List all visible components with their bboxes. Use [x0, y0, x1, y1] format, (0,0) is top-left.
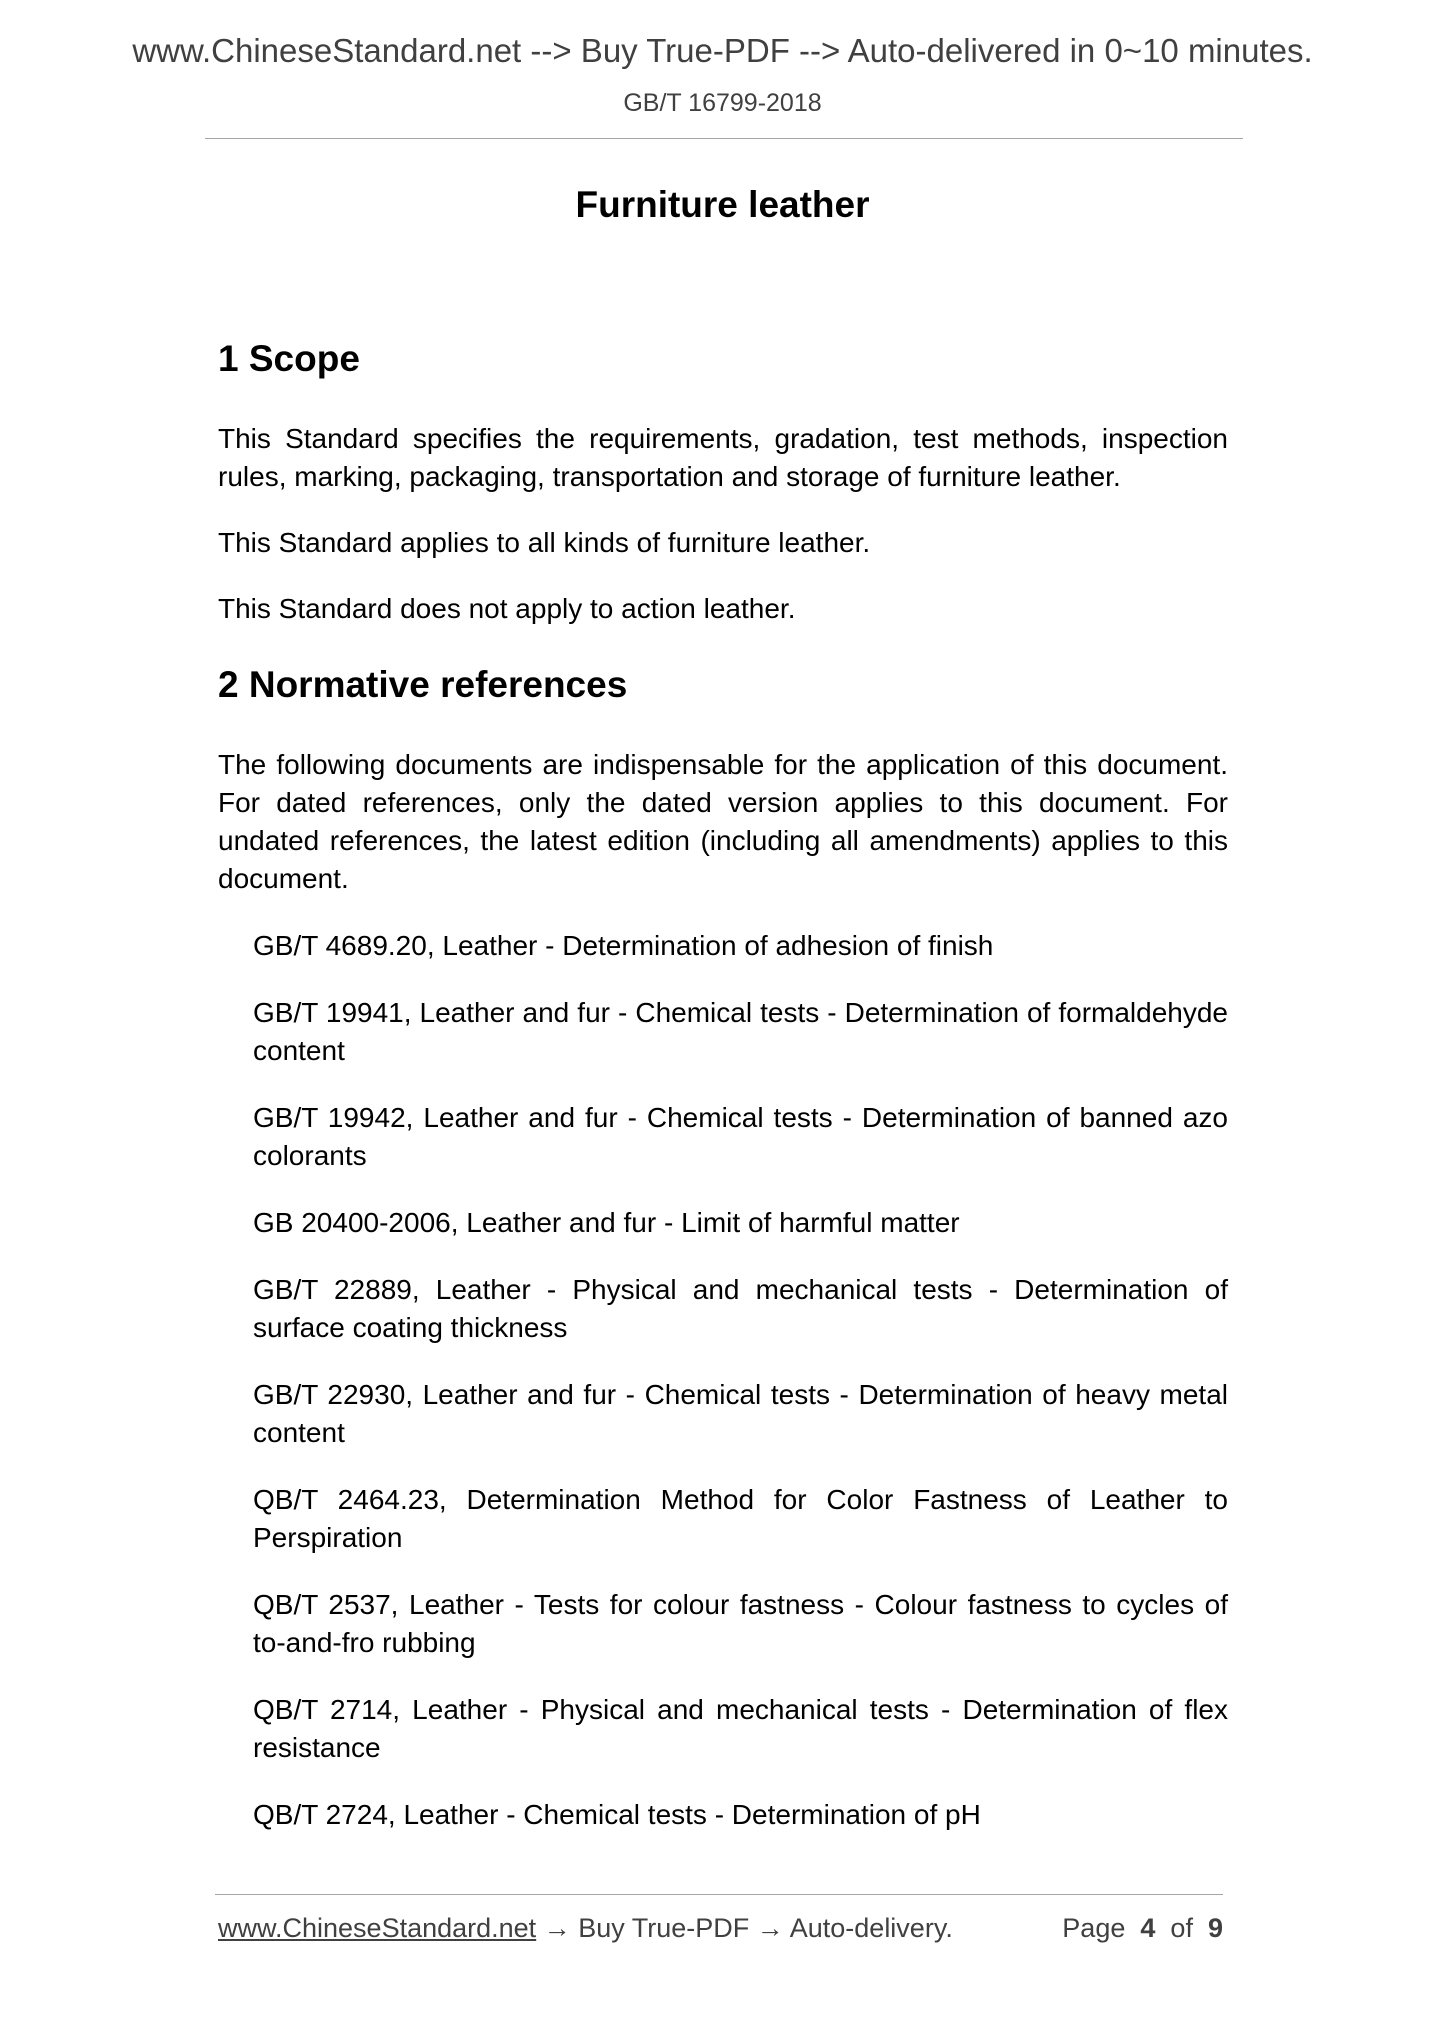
document-title: Furniture leather	[575, 184, 870, 225]
header-divider	[205, 138, 1243, 139]
scope-paragraph: This Standard applies to all kinds of furniture leather.	[218, 527, 871, 558]
reference-item: QB/T 2724, Leather - Chemical tests - Determination of pH	[253, 1799, 981, 1830]
page-footer	[218, 1913, 1223, 1944]
reference-item: QB/T 2537, Leather - Tests for colour fastness - Colour fastness to cycles of to-and-fro rubbing	[253, 1589, 1228, 1658]
reference-item: GB/T 19941, Leather and fur - Chemical tests - Determination of formaldehyde content	[253, 997, 1228, 1066]
reference-item: QB/T 2464.23, Determination Method for Color Fastness of Leather to Perspiration	[253, 1484, 1228, 1553]
top-banner: www.ChineseStandard.net --> Buy True-PDF --> Auto-delivered in 0~10 minutes.	[132, 32, 1313, 69]
footer-left	[218, 1913, 953, 1944]
scope-paragraph: This Standard does not apply to action leather.	[218, 593, 796, 624]
page-word: Page	[1062, 1913, 1126, 1943]
scope-paragraph: This Standard specifies the requirements, gradation, test methods, inspection rules, marking, packaging, transportation and storage of furniture leather.	[218, 423, 1228, 492]
of-word: of	[1170, 1913, 1193, 1943]
reference-item: GB/T 22930, Leather and fur - Chemical tests - Determination of heavy metal content	[253, 1379, 1228, 1448]
page-total: 9	[1207, 1913, 1223, 1943]
reference-list	[218, 927, 1228, 1834]
page-number	[1062, 1913, 1223, 1944]
section-heading-scope: 1 Scope	[218, 338, 360, 379]
footer-site-link[interactable]: www.ChineseStandard.net	[218, 1913, 537, 1943]
normative-intro-paragraph: The following documents are indispensable for the application of this document. For dated references, only the dated version applies to this document. For undated references, the latest edition (including all amendments) applies to this document.	[218, 749, 1228, 894]
document-code: GB/T 16799-2018	[623, 89, 822, 117]
reference-item: GB/T 19942, Leather and fur - Chemical tests - Determination of banned azo colorants	[253, 1102, 1228, 1171]
footer-tagline: → Buy True-PDF → Auto-delivery.	[536, 1913, 953, 1943]
document-body	[218, 332, 1228, 1834]
reference-item: GB/T 22889, Leather - Physical and mechanical tests - Determination of surface coating thickness	[253, 1274, 1228, 1343]
reference-item: QB/T 2714, Leather - Physical and mechanical tests - Determination of flex resistance	[253, 1694, 1228, 1763]
page-current: 4	[1140, 1913, 1156, 1943]
section-heading-normative-references: 2 Normative references	[218, 664, 628, 705]
reference-item: GB/T 4689.20, Leather - Determination of adhesion of finish	[253, 930, 994, 961]
footer-divider	[215, 1894, 1223, 1895]
reference-item: GB 20400-2006, Leather and fur - Limit of harmful matter	[253, 1207, 960, 1238]
